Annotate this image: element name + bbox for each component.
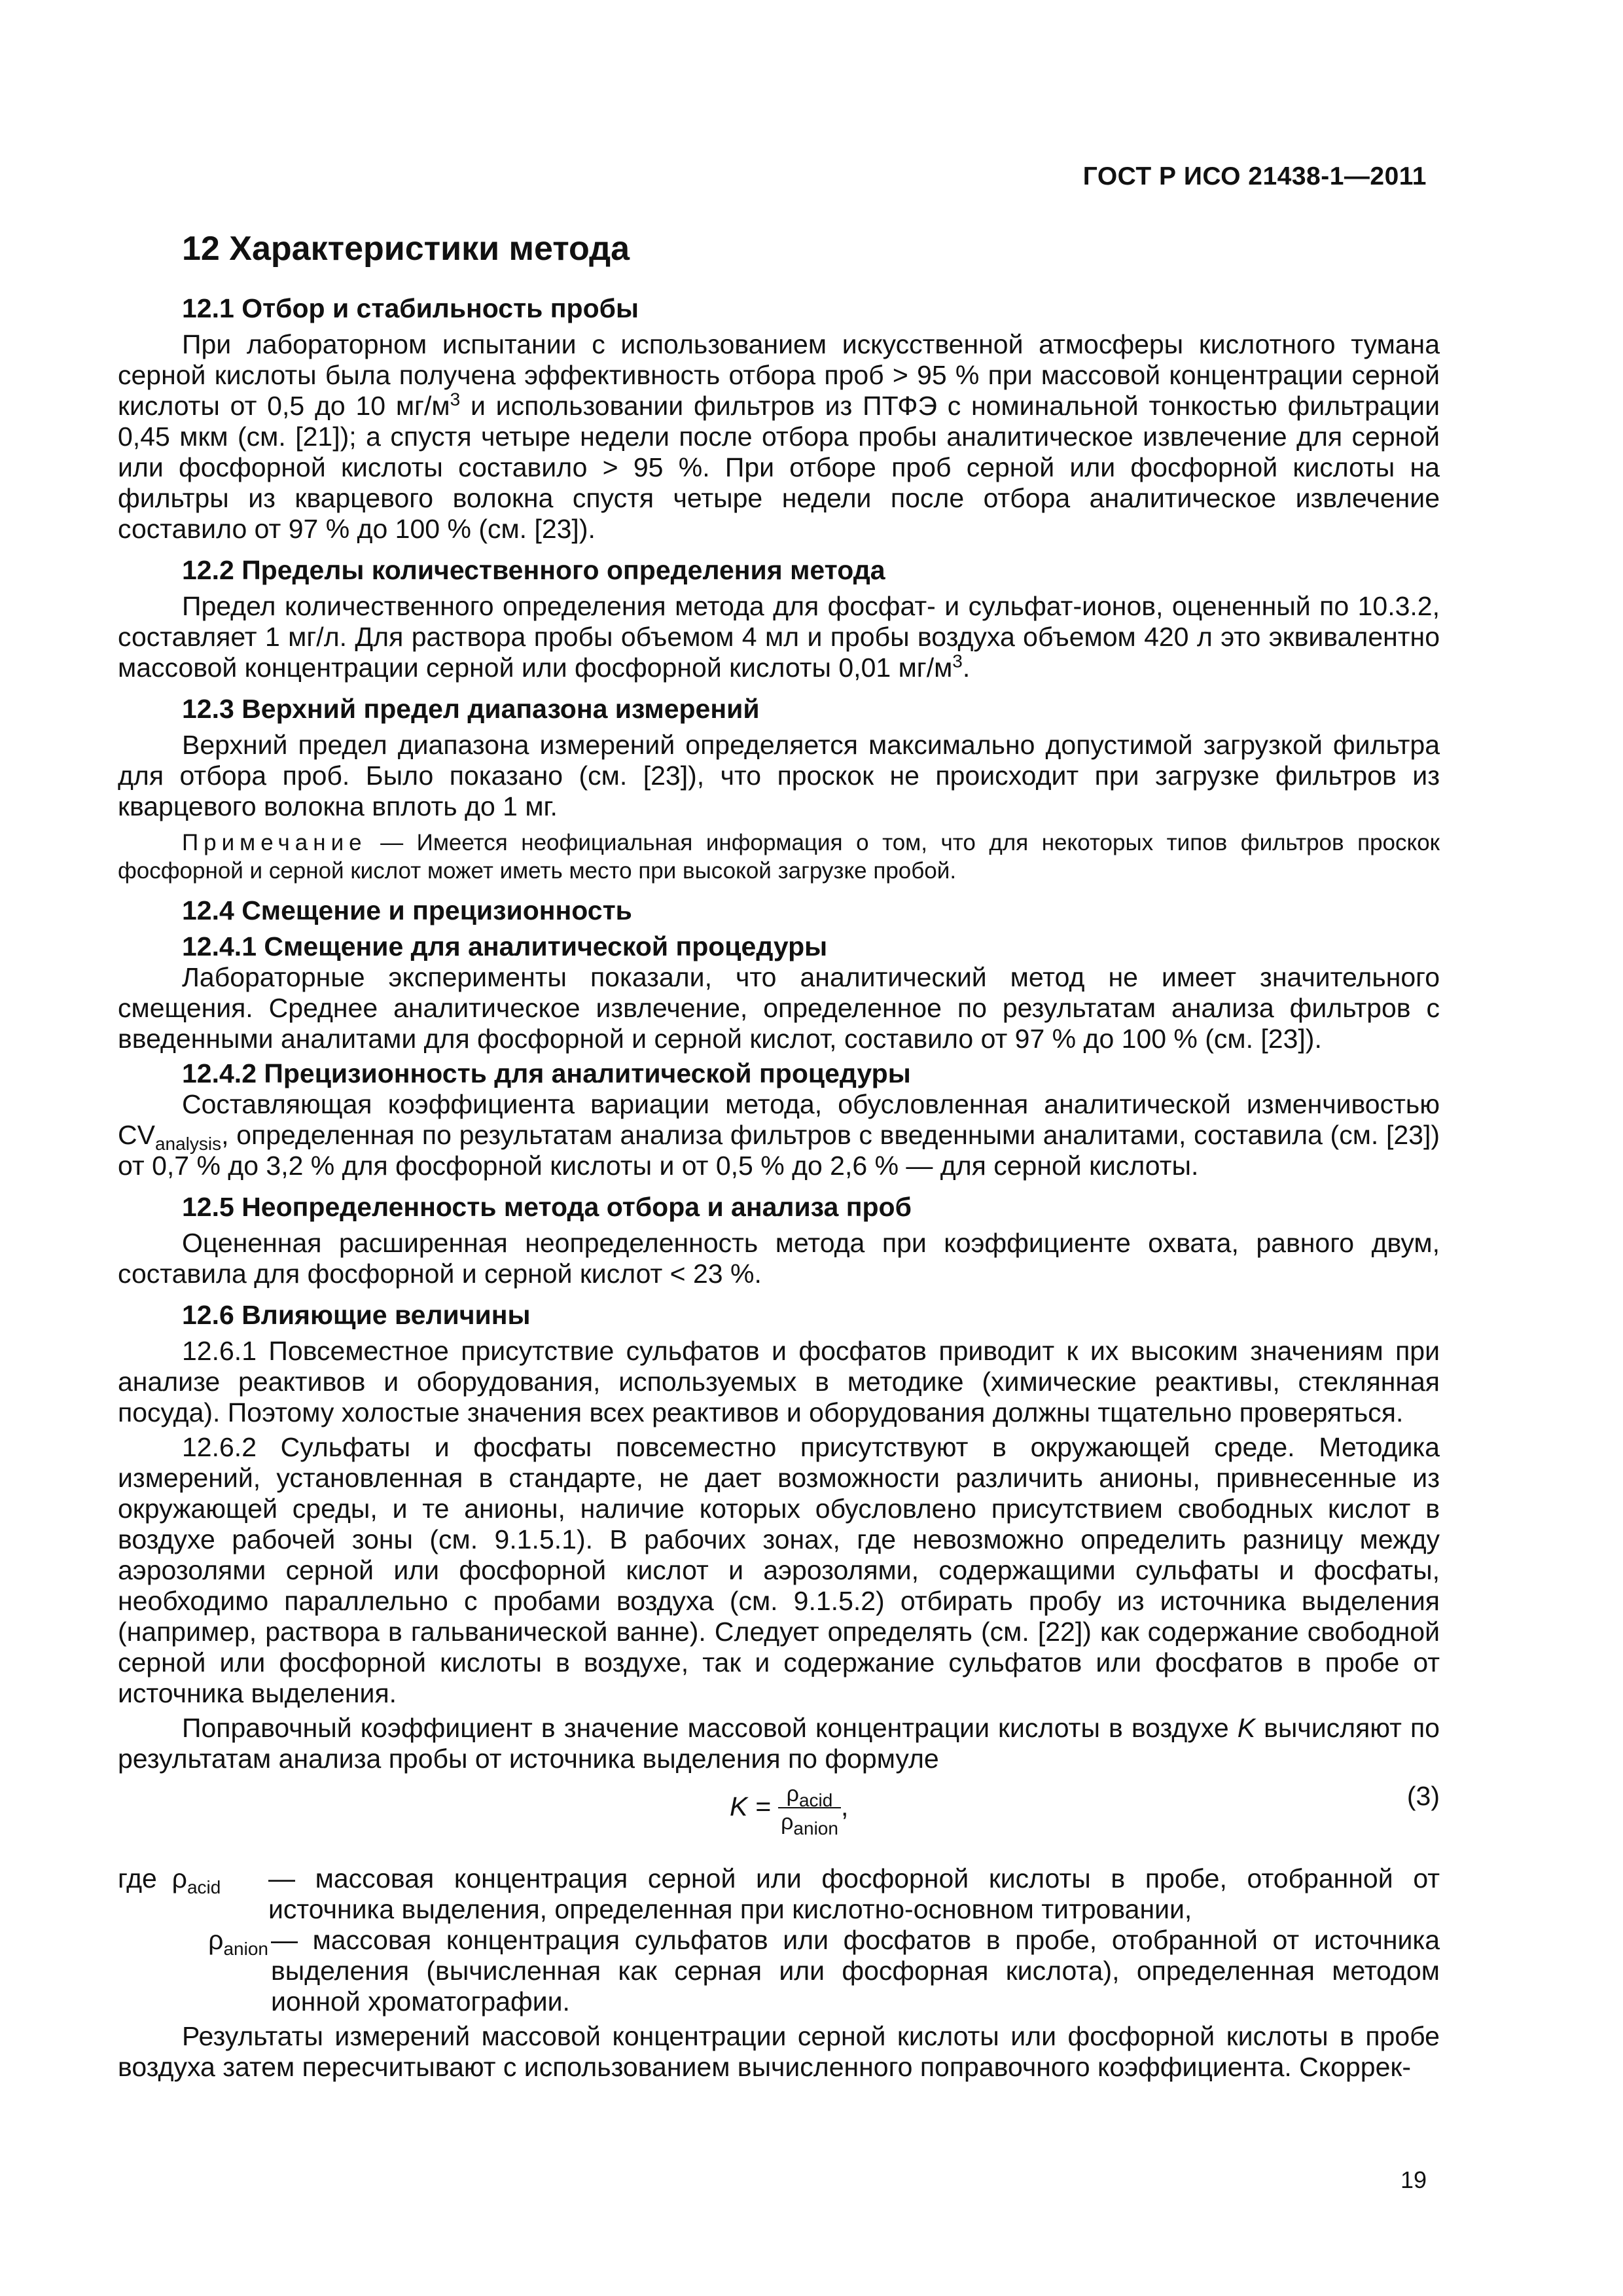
paragraph-12-4-2: Составляющая коэффициента вариации метода, обусловленная аналитической изменчивостью $CV_{analysis}$, определенная по результатам анализа фильтров с введенными аналитами, составила (см. [23]) от 0,7 % до 3,2 % для фосфорной кислоты и от 0,5 % до 2,6 % — для серной кислоты. bbox=[118, 1089, 1440, 1181]
page-content bbox=[118, 229, 1440, 2087]
formula-3 bbox=[118, 1781, 1440, 1846]
note bbox=[118, 829, 1440, 885]
heading-12-1: 12.1 Отбор и стабильность пробы bbox=[182, 293, 639, 323]
paragraph-12-6-2: 12.6.2 Сульфаты и фосфаты повсеместно присутствуют в окружающей среде. Методика измерений, установленная в стандарте, не дает возможности различить анионы, привнесенные из окружающей среды, и те анионы, наличие которых обусловлено присутствием свободных кислот в воздухе рабочей зоны (см. 9.1.5.1). В рабочих зонах, где невозможно определить разницу между аэрозолями серной или фосфорной кислот и аэрозолями, содержащими сульфаты и фосфаты, необходимо параллельно с пробами воздуха (см. 9.1.5.2) отбирать пробу из источника выделения (например, раствора в гальванической ванне). Следует определять (см. [22]) как содержание свободной серной или фосфорной кислоты в воздухе, так и содержание сульфатов или фосфатов в пробе от источника выделения. bbox=[118, 1432, 1440, 1708]
note-label: Примечание bbox=[182, 830, 367, 855]
formula-numerator: $\rho_{acid}$ bbox=[778, 1781, 841, 1808]
formula-tail: , bbox=[840, 1791, 849, 1821]
paragraph-12-5: Оцененная расширенная неопределенность метода при коэффициенте охвата, равного двум, составила для фосфорной и серной кислот < 23 %. bbox=[118, 1228, 1440, 1289]
page-number: 19 bbox=[1400, 2166, 1427, 2193]
formula-denominator: $\rho_{anion}$ bbox=[781, 1810, 838, 1839]
heading-12-4: 12.4 Смещение и прецизионность bbox=[182, 895, 632, 925]
heading-12-4-1: 12.4.1 Смещение для аналитической процедуры bbox=[182, 931, 828, 961]
heading-12-4-2: 12.4.2 Прецизионность для аналитической процедуры bbox=[182, 1058, 911, 1088]
definition-rho-acid: где $\rho_{acid}$ — массовая концентрация серной или фосфорной кислоты в пробе, отобранной от источника выделения, определенная при кислотно-основном титровании, bbox=[118, 1863, 1440, 1924]
formula-fraction bbox=[778, 1781, 841, 1839]
paragraph-12-4-1: Лабораторные эксперименты показали, что аналитический метод не имеет значительного смещения. Среднее аналитическое извлечение, определенное по результатам анализа фильтров с введенными аналитами для фосфорной и серной кислот, составило от 97 % до 100 % (см. [23]). bbox=[118, 962, 1440, 1054]
paragraph-12-3: Верхний предел диапазона измерений определяется максимально допустимой загрузкой фильтра для отбора проб. Было показано (см. [23]), что проскок не происходит при загрузке фильтров из кварцевого волокна вплоть до 1 мг. bbox=[118, 730, 1440, 821]
definition-rho-anion: $\rho_{anion}$ — массовая концентрация сульфатов или фосфатов в пробе, отобранной от источника выделения (вычисленная как серная или фосфорная кислота), определенная методом ионной хроматографии. bbox=[208, 1925, 1440, 2017]
formula-definitions bbox=[118, 1863, 1440, 2017]
formula-lhs: K = bbox=[730, 1791, 779, 1821]
paragraph-results: Результаты измерений массовой концентрации серной кислоты или фосфорной кислоты в пробе воздуха затем пересчитывают с использованием вычисленного поправочного коэффициента. Скоррек- bbox=[118, 2021, 1440, 2082]
paragraph-correction-factor: Поправочный коэффициент в значение массовой концентрации кислоты в воздухе K вычисляют по результатам анализа пробы от источника выделения по формуле bbox=[118, 1713, 1440, 1774]
paragraph-12-6-1: 12.6.1 Повсеместное присутствие сульфатов и фосфатов приводит к их высоким значениям при анализе реактивов и оборудования, используемых в методике (химические реактивы, стеклянная посуда). Поэтому холостые значения всех реактивов и оборудования должны тщательно проверяться. bbox=[118, 1336, 1440, 1427]
paragraph-12-1: При лабораторном испытании с использованием искусственной атмосферы кислотного тумана серной кислоты была получена эффективность отбора проб > 95 % при массовой концентрации серной кислоты от 0,5 до 10 $мг/м^3$ и использовании фильтров из ПТФЭ с номинальной тонкостью фильтрации 0,45 мкм (см. [21]); а спустя четыре недели после отбора пробы аналитическое извлечение для серной или фосфорной кислоты составило > 95 %. При отборе проб серной или фосфорной кислоты на фильтры из кварцевого волокна спустя четыре недели после отбора аналитическое извлечение составило от 97 % до 100 % (см. [23]). bbox=[118, 329, 1440, 544]
formula-number: (3) bbox=[1406, 1781, 1440, 1811]
heading-12-5: 12.5 Неопределенность метода отбора и анализа проб bbox=[182, 1192, 912, 1222]
note-text: — Имеется неофициальная информация о том, что для некоторых типов фильтров проскок фосфорной и серной кислот может иметь место при высокой загрузке пробой. bbox=[118, 830, 1440, 884]
document-code: ГОСТ Р ИСО 21438-1—2011 bbox=[1082, 162, 1427, 190]
formula-expression bbox=[730, 1781, 849, 1839]
heading-12-2: 12.2 Пределы количественного определения метода bbox=[182, 555, 885, 585]
paragraph-12-2: Предел количественного определения метода для фосфат- и сульфат-ионов, оцененный по 10.3.2, составляет 1 мг/л. Для раствора пробы объемом 4 мл и пробы воздуха объемом 420 л это эквивалентно массовой концентрации серной или фосфорной кислоты 0,01 $мг/м^3$. bbox=[118, 591, 1440, 683]
heading-12-3: 12.3 Верхний предел диапазона измерений bbox=[182, 694, 760, 724]
section-title: 12 Характеристики метода bbox=[182, 230, 630, 268]
heading-12-6: 12.6 Влияющие величины bbox=[182, 1300, 531, 1330]
